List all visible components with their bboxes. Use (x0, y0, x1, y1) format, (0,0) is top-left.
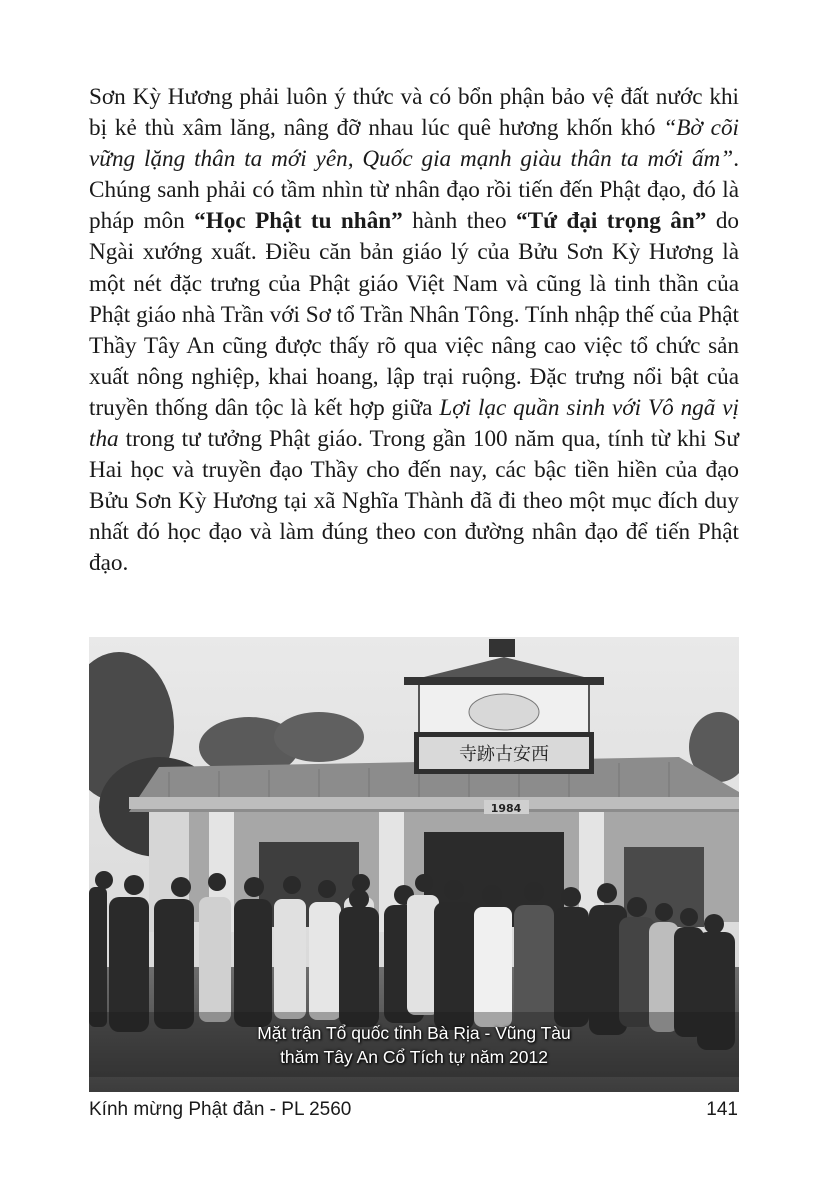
bold-term: “Học Phật tu nhân” (194, 208, 403, 235)
year-plaque: 1984 (490, 802, 522, 815)
text-run: . Chúng sanh phải có tầm nhìn từ nhân đạo rồi tiến đến Phật đạo, đó là pháp môn (89, 146, 739, 235)
text-run: Sơn Kỳ Hương phải luôn ý thức và có bổn phận bảo vệ đất nước khi bị kẻ thù xâm lăng, nâng đỡ nhau lúc quê hương khốn khó (89, 84, 739, 142)
italic-quote: “Bờ cõi vững lặng thân ta mới yên, Quốc gia mạnh giàu thân ta mới ấm” (89, 115, 739, 173)
bold-term: “Tứ đại trọng ân” (516, 208, 707, 235)
text-run: hành theo (402, 208, 517, 235)
footer-book-title: Kính mừng Phật đản - PL 2560 (89, 1099, 352, 1120)
photo-caption-line-2: thăm Tây An Cổ Tích tự năm 2012 (280, 1047, 548, 1067)
temple-group-photo (89, 637, 739, 1092)
body-paragraph (89, 82, 739, 580)
page-number: 141 (706, 1099, 738, 1120)
text-run: do Ngài xướng xuất. Điều căn bản giáo lý của Bửu Sơn Kỳ Hương là một nét đặc trưng của Phật giáo Việt Nam và cũng là tinh thần của Phật giáo nhà Trần với Sơ tổ Trần Nhân Tông. Tính nhập thế của Phật Thầy Tây An cũng được thấy rõ qua việc nâng cao việc tổ chức sản xuất nông nghiệp, khai hoang, lập trại ruộng. Đặc trưng nổi bật của truyền thống dân tộc là kết hợp giữa (89, 208, 740, 421)
text-run: trong tư tưởng Phật giáo. Trong gần 100 năm qua, tính từ khi Sư Hai học và truyền đạo Thầy cho đến nay, các bậc tiền hiền của đạo Bửu Sơn Kỳ Hương tại xã Nghĩa Thành đã đi theo một mục đích duy nhất đó học đạo và làm đúng theo con đường nhân đạo để tiến Phật đạo. (89, 426, 739, 577)
paragraph-text (89, 82, 739, 580)
photo-caption-line-1: Mặt trận Tổ quốc tỉnh Bà Rịa - Vũng Tàu (257, 1023, 571, 1043)
italic-phrase: Lợi lạc quần sinh với Vô ngã vị tha (89, 394, 739, 453)
temple-sign: 寺跡古安西 (459, 744, 549, 765)
